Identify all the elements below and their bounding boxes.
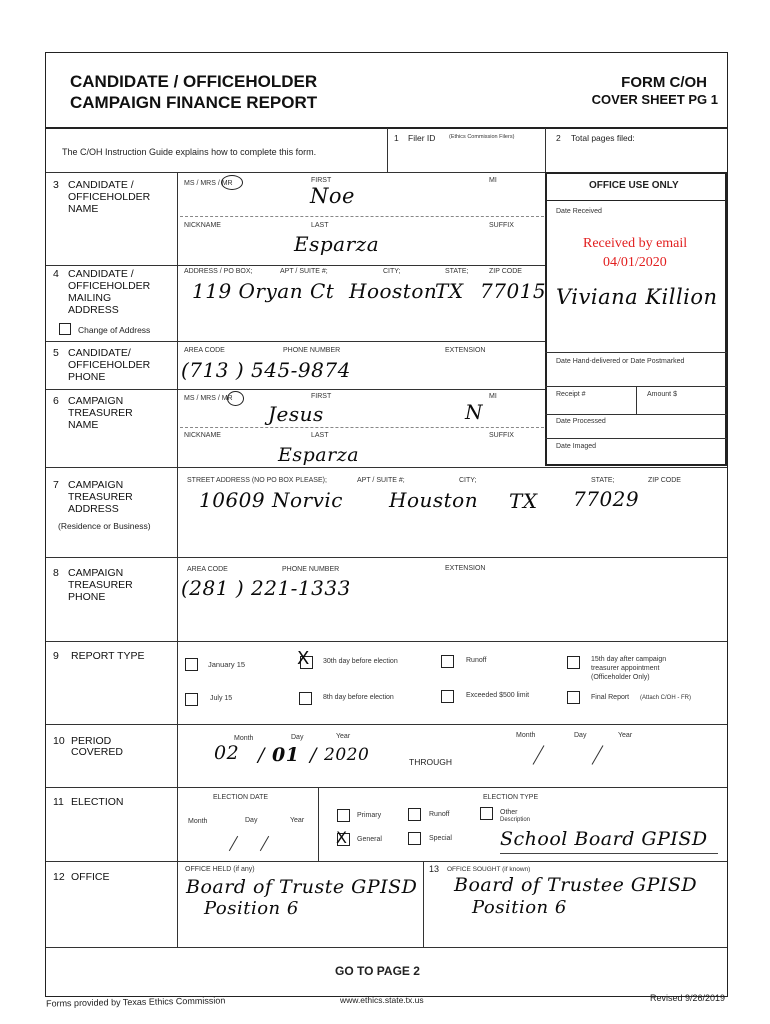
section-12-number: 12 — [53, 871, 65, 883]
period-separator: / — [310, 744, 317, 766]
phone-number-label: PHONE NUMBER — [283, 347, 341, 354]
divider — [387, 128, 388, 172]
15th-day-label-l2: treasurer appointment — [591, 665, 660, 672]
candidate-nickname-label: NICKNAME — [184, 222, 221, 229]
candidate-city-value[interactable]: Hooston — [349, 279, 438, 303]
row-divider — [46, 724, 727, 725]
treasurer-zip-label: ZIP CODE — [648, 477, 681, 484]
date-received-label: Date Received — [556, 208, 602, 215]
section-5-label-l1: CANDIDATE/ — [68, 347, 131, 359]
period-separator: / — [258, 744, 265, 766]
candidate-phone-value[interactable]: (713 ) 545-9874 — [181, 358, 351, 382]
30th-day-label: 30th day before election — [323, 658, 398, 665]
july-15-checkbox[interactable] — [185, 693, 198, 706]
candidate-first-label: FIRST — [311, 177, 332, 184]
description-underline — [500, 853, 718, 854]
15th-day-label-l3: (Officeholder Only) — [591, 674, 650, 681]
election-runoff-label: Runoff — [429, 811, 450, 818]
from-year-label: Year — [336, 733, 351, 740]
treasurer-street-value[interactable]: 10609 Norvic — [199, 488, 343, 512]
form-title-line1: CANDIDATE / OFFICEHOLDER — [70, 72, 318, 91]
section-3-number: 3 — [53, 179, 59, 191]
treasurer-first-label: FIRST — [311, 393, 332, 400]
filer-id-label: Filer ID — [408, 133, 436, 143]
election-type-label: ELECTION TYPE — [483, 794, 539, 801]
filer-id-number: 1 — [394, 133, 399, 143]
15th-day-checkbox[interactable] — [567, 656, 580, 669]
section-8-label-l2: TREASURER — [68, 579, 133, 591]
received-stamp-line1: Received by email — [583, 236, 688, 251]
address-label: ADDRESS / PO BOX; — [184, 268, 253, 275]
section-8-label-l1: CAMPAIGN — [68, 567, 124, 579]
election-month-label: Month — [188, 818, 208, 825]
to-day-label: Day — [574, 732, 587, 739]
section-10-label-l2: COVERED — [71, 746, 123, 758]
office-signature: Viviana Killion — [556, 285, 718, 309]
change-of-address-checkbox[interactable] — [59, 323, 71, 335]
section-13-number: 13 — [429, 864, 440, 874]
july-15-label: July 15 — [210, 695, 233, 702]
through-label: THROUGH — [409, 757, 452, 767]
section-6-label-l1: CAMPAIGN — [68, 395, 124, 407]
treasurer-state-value[interactable]: TX — [509, 489, 538, 513]
to-month-label: Month — [516, 732, 536, 739]
primary-checkbox[interactable] — [337, 809, 350, 822]
treasurer-zip-value[interactable]: 77029 — [573, 487, 640, 511]
office-sought-label: OFFICE SOUGHT (if known) — [447, 866, 531, 873]
total-pages-label: Total pages filed: — [571, 133, 635, 143]
treasurer-mi-value[interactable]: N — [465, 400, 483, 424]
exceeded-500-label: Exceeded $500 limit — [466, 692, 530, 699]
treasurer-title-label: MS / MRS / MR — [184, 395, 233, 402]
section-7-label-l3: ADDRESS — [68, 503, 119, 515]
election-divider — [318, 787, 319, 861]
candidate-last-label: LAST — [311, 222, 329, 229]
30th-day-check-mark: X — [297, 648, 310, 669]
treasurer-suffix-label: SUFFIX — [489, 432, 514, 439]
candidate-last-value[interactable]: Esparza — [294, 232, 380, 256]
row-divider — [46, 787, 727, 788]
section-4-label-l2: OFFICEHOLDER — [68, 280, 151, 292]
form-title-line2: CAMPAIGN FINANCE REPORT — [70, 93, 318, 112]
other-label: Other — [500, 809, 518, 816]
general-label: General — [357, 836, 382, 843]
section-5-label-l3: PHONE — [68, 371, 106, 383]
candidate-address-value[interactable]: 119 Oryan Ct — [192, 279, 335, 303]
from-year-value[interactable]: 2020 — [324, 745, 370, 765]
go-to-page-2: GO TO PAGE 2 — [335, 964, 420, 978]
date-imaged-label: Date Imaged — [556, 443, 597, 450]
treasurer-nickname-label: NICKNAME — [184, 432, 221, 439]
section-7-sublabel: (Residence or Business) — [58, 521, 151, 531]
row-divider — [46, 557, 727, 558]
apt-label: APT / SUITE #; — [280, 268, 328, 275]
treasurer-city-value[interactable]: Houston — [389, 488, 479, 512]
section-3-label-l2: OFFICEHOLDER — [68, 191, 151, 203]
instruction-text: The C/OH Instruction Guide explains how to complete this form. — [62, 147, 317, 157]
section-10-label-l1: PERIOD — [71, 735, 112, 747]
street-address-label: STREET ADDRESS (NO PO BOX PLEASE); — [187, 477, 327, 484]
section-7-label-l2: TREASURER — [68, 491, 133, 503]
section-10-number: 10 — [53, 735, 65, 747]
section-6-label-l2: TREASURER — [68, 407, 133, 419]
form-subtitle: COVER SHEET PG 1 — [591, 92, 718, 107]
treasurer-phone-label: PHONE NUMBER — [282, 566, 340, 573]
treasurer-city-label: CITY; — [459, 477, 477, 484]
extension-label: EXTENSION — [445, 347, 486, 354]
runoff-checkbox[interactable] — [441, 655, 454, 668]
section-8-label-l3: PHONE — [68, 591, 106, 603]
candidate-suffix-label: SUFFIX — [489, 222, 514, 229]
website-text: www.ethics.state.tx.us — [340, 995, 424, 1005]
amount-label: Amount $ — [647, 391, 677, 398]
office-held-label: OFFICE HELD (if any) — [185, 866, 255, 873]
row-divider — [46, 467, 727, 468]
section-4-label-l3: MAILING — [68, 292, 112, 304]
candidate-first-value[interactable]: Noe — [310, 184, 355, 208]
section-12-label: OFFICE — [71, 871, 110, 883]
field-divider — [180, 427, 544, 428]
section-9-label: REPORT TYPE — [71, 650, 145, 662]
office-sought-line1[interactable]: Board of Trustee GPISD — [454, 874, 698, 896]
section-8-number: 8 — [53, 567, 59, 579]
date-hand-delivered-label: Date Hand-delivered or Date Postmarked — [556, 358, 685, 365]
15th-day-label-l1: 15th day after campaign — [591, 656, 667, 663]
final-report-note: (Attach C/OH - FR) — [640, 695, 692, 701]
row-divider — [46, 947, 727, 948]
election-date-label: ELECTION DATE — [213, 794, 269, 801]
january-15-checkbox[interactable] — [185, 658, 198, 671]
state-label: STATE; — [445, 268, 469, 275]
election-year-label: Year — [290, 817, 305, 824]
treasurer-mi-label: MI — [489, 393, 497, 400]
treasurer-state-label: STATE; — [591, 477, 615, 484]
mr-circle — [227, 391, 244, 406]
from-day-value[interactable]: 01 — [272, 744, 300, 766]
row-divider — [46, 265, 546, 266]
form-number: FORM C/OH — [621, 74, 707, 91]
city-label: CITY; — [383, 268, 401, 275]
office-held-line1[interactable]: Board of Truste GPISD — [186, 876, 418, 898]
row-divider — [46, 172, 546, 173]
election-runoff-checkbox[interactable] — [408, 808, 421, 821]
other-checkbox[interactable] — [480, 807, 493, 820]
treasurer-apt-label: APT / SUITE #; — [357, 477, 405, 484]
general-check-mark: X — [336, 828, 348, 847]
section-3-label-l3: NAME — [68, 203, 99, 215]
label-column-divider — [177, 172, 178, 947]
final-report-checkbox[interactable] — [567, 691, 580, 704]
8th-day-label: 8th day before election — [323, 694, 394, 701]
date-processed-label: Date Processed — [556, 418, 606, 425]
section-4-number: 4 — [53, 268, 59, 280]
section-5-label-l2: OFFICEHOLDER — [68, 359, 151, 371]
office-use-divider — [545, 414, 727, 415]
office-use-divider — [545, 352, 727, 353]
office-use-divider — [545, 200, 727, 201]
forms-provided-text: Forms provided by Texas Ethics Commission — [45, 995, 226, 1009]
final-report-label: Final Report — [591, 694, 630, 701]
section-4-label-l4: ADDRESS — [68, 304, 119, 316]
receipt-label: Receipt # — [556, 391, 586, 398]
row-divider — [46, 861, 727, 862]
section-9-number: 9 — [53, 650, 59, 662]
office-use-title: OFFICE USE ONLY — [589, 180, 679, 191]
mr-circle — [221, 175, 243, 190]
election-day-label: Day — [245, 817, 258, 824]
from-day-label: Day — [291, 734, 304, 741]
change-of-address-label: Change of Address — [78, 325, 151, 335]
candidate-state-value[interactable]: TX — [435, 279, 464, 303]
other-description-value[interactable]: School Board GPISD — [500, 828, 708, 850]
section-3-label-l1: CANDIDATE / — [68, 179, 134, 191]
exceeded-500-checkbox[interactable] — [441, 690, 454, 703]
office-sought-line2[interactable]: Position 6 — [472, 897, 567, 918]
description-label: Description — [500, 817, 531, 823]
area-code-label: AREA CODE — [184, 347, 225, 354]
candidate-title-label: MS / MRS / MR — [184, 180, 233, 187]
office-use-divider — [545, 438, 727, 439]
office-held-line2[interactable]: Position 6 — [204, 898, 299, 919]
field-divider — [180, 216, 544, 217]
section-6-label-l3: NAME — [68, 419, 99, 431]
treasurer-first-value[interactable]: Jesus — [268, 402, 324, 426]
revised-date: Revised 9/26/2019 — [650, 993, 726, 1003]
runoff-label: Runoff — [466, 657, 487, 664]
section-11-label: ELECTION — [71, 796, 124, 808]
section-4-label-l1: CANDIDATE / — [68, 268, 134, 280]
row-divider — [46, 641, 727, 642]
treasurer-last-value[interactable]: Esparza — [278, 444, 360, 466]
received-stamp-line2: 04/01/2020 — [603, 255, 667, 270]
section-11-number: 11 — [53, 796, 64, 808]
january-15-label: January 15 — [208, 660, 246, 669]
treasurer-area-label: AREA CODE — [187, 566, 228, 573]
filer-id-note: (Ethics Commission Filers) — [449, 134, 515, 140]
section-6-number: 6 — [53, 395, 59, 407]
section-7-label-l1: CAMPAIGN — [68, 479, 124, 491]
special-label: Special — [429, 835, 452, 842]
candidate-mi-label: MI — [489, 177, 497, 184]
candidate-zip-value[interactable]: 77015 — [480, 279, 547, 303]
special-checkbox[interactable] — [408, 832, 421, 845]
row-divider — [46, 389, 546, 390]
treasurer-ext-label: EXTENSION — [445, 565, 486, 572]
total-pages-number: 2 — [556, 133, 561, 143]
from-month-label: Month — [234, 735, 254, 742]
divider — [545, 128, 546, 172]
section-5-number: 5 — [53, 347, 59, 359]
office-use-divider — [636, 386, 637, 414]
zip-label: ZIP CODE — [489, 268, 522, 275]
treasurer-last-label: LAST — [311, 432, 329, 439]
from-month-value[interactable]: 02 — [214, 742, 240, 764]
office-divider — [423, 861, 424, 947]
treasurer-phone-value[interactable]: (281 ) 221-1333 — [181, 576, 351, 600]
row-divider — [46, 341, 546, 342]
8th-day-checkbox[interactable] — [299, 692, 312, 705]
primary-label: Primary — [357, 812, 382, 819]
to-year-label: Year — [618, 732, 633, 739]
section-7-number: 7 — [53, 479, 59, 491]
